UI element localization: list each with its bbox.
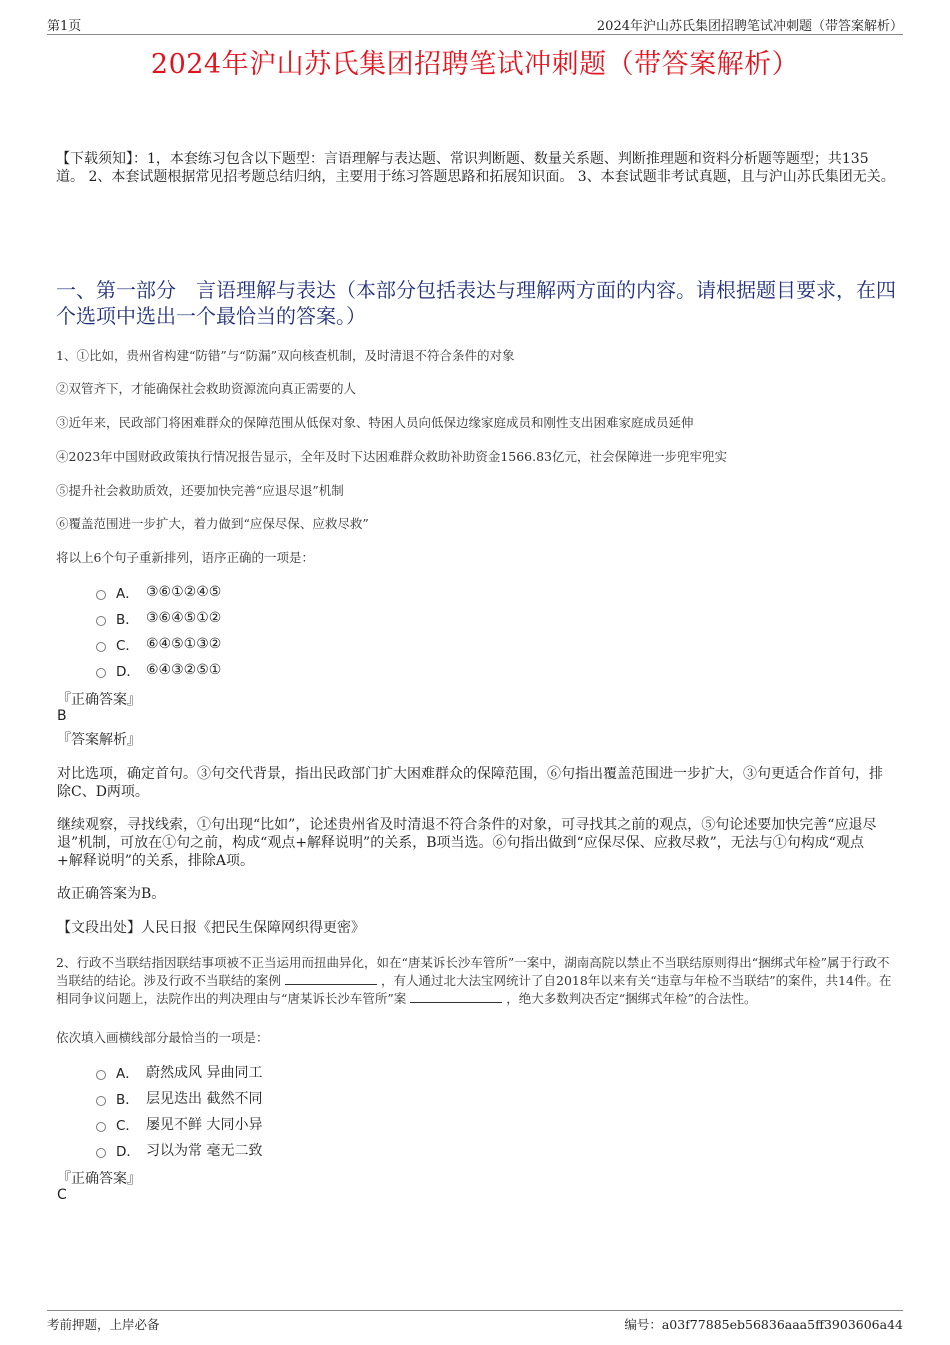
q1-line: ⑥覆盖范围进一步扩大，着力做到“应保尽保、应救尽救” <box>56 516 369 531</box>
q1-option-d[interactable] <box>96 657 221 683</box>
option-text: 习以为常 毫无二致 <box>146 1143 263 1159</box>
option-letter: C． <box>116 1118 139 1134</box>
q2-option-a[interactable] <box>96 1059 262 1085</box>
radio-icon[interactable] <box>96 642 106 652</box>
q1-option-b[interactable] <box>96 605 221 631</box>
radio-icon[interactable] <box>96 590 106 600</box>
page-header <box>47 14 903 35</box>
radio-icon[interactable] <box>96 668 106 678</box>
footer-slogan: 考前押题，上岸必备 <box>47 1317 160 1332</box>
q1-answer: B <box>57 708 67 724</box>
q1-source: 【文段出处】人民日报《把民生保障网织得更密》 <box>57 920 365 936</box>
option-letter: A． <box>116 1066 139 1082</box>
q2-option-c[interactable] <box>96 1111 262 1137</box>
radio-icon[interactable] <box>96 1122 106 1132</box>
q2-stem-part: ，绝大多数判决否定“捆绑式年检”的合法性。 <box>506 991 757 1006</box>
option-letter: C． <box>116 638 139 654</box>
q1-analysis-conclusion: 故正确答案为B。 <box>57 886 166 902</box>
q1-line: 1、①比如，贵州省构建“防错”与“防漏”双向核查机制，及时清退不符合条件的对象 <box>56 348 515 363</box>
section-heading: 一、第一部分 言语理解与表达（本部分包括表达与理解两方面的内容。请根据题目要求，在四个选项中选出一个最恰当的答案。） <box>56 278 896 328</box>
option-letter: D． <box>116 664 140 680</box>
blank-1[interactable] <box>285 972 377 985</box>
option-letter: A． <box>116 586 139 602</box>
q2-options <box>96 1059 262 1163</box>
page-number: 第1页 <box>47 19 82 34</box>
q2-correct-label: 『正确答案』 <box>57 1171 141 1187</box>
q1-correct-label: 『正确答案』 <box>57 692 141 708</box>
q1-line: ②双管齐下，才能确保社会救助资源流向真正需要的人 <box>56 381 357 396</box>
option-text: ③⑥④⑤①② <box>146 610 222 626</box>
q1-options <box>96 579 221 683</box>
q2-stem-part: ，有人通过北大法宝网统计了自2018年以来有关“违章与年检不当联结”的案件，共14件。在相同争议问题上，法院作出的判决理由与“唐某诉长沙车管所”案 <box>56 973 892 1006</box>
footer-doc-id: 编号：a03f77885eb56836aaa5ff3903606a44 <box>624 1317 903 1332</box>
q1-line: ③近年来，民政部门将困难群众的保障范围从低保对象、特困人员向低保边缘家庭成员和刚性支出困难家庭成员延伸 <box>56 415 694 430</box>
q1-option-a[interactable] <box>96 579 221 605</box>
page-title: 2024年沪山苏氏集团招聘笔试冲刺题（带答案解析） <box>150 49 800 80</box>
download-notice: 【下载须知】：1，本套练习包含以下题型：言语理解与表达题、常识判断题、数量关系题、判断推理题和资料分析题等题型；共135道。 2、本套试题根据常见招考题总结归纳，主要用于练习答题思路和拓展知识面。 3、本套试题非考试真题，且与沪山苏氏集团无关。 <box>56 151 895 185</box>
option-text: ⑥④⑤①③② <box>146 636 222 652</box>
option-letter: B． <box>116 1092 139 1108</box>
q1-analysis-para: 继续观察，寻找线索，①句出现“比如”，论述贵州省及时清退不符合条件的对象，可寻找其之前的观点，⑤句论述要加快完善“应退尽退”机制，可放在①句之前，构成“观点+解释说明”的关系，B项当选。⑥句指出做到“应保尽保、应救尽救”，无法与①句构成“观点+解释说明”的关系，排除A项。 <box>57 817 877 869</box>
q1-line: ④2023年中国财政政策执行情况报告显示，全年及时下达困难群众救助补助资金1566.83亿元，社会保障进一步兜牢兜实 <box>56 449 728 464</box>
q1-line: ⑤提升社会救助质效，还要加快完善“应退尽退”机制 <box>56 483 344 498</box>
q2-stem-part: 2、行政不当联结指因联结事项被不正当运用而扭曲异化，如在“唐某诉长沙车管所”一案中，湖南高院以禁止不当联结原则得出“捆绑式年检”属于行政不当联结的结论。涉及行政不当联结的案例 <box>56 955 890 988</box>
q1-analysis-para: 对比选项，确定首句。③句交代背景，指出民政部门扩大困难群众的保障范围，⑥句指出覆盖范围进一步扩大，③句更适合作首句，排除C、D两项。 <box>57 766 883 800</box>
option-letter: D． <box>116 1144 140 1160</box>
q2-option-b[interactable] <box>96 1085 262 1111</box>
q2-answer: C <box>57 1187 67 1203</box>
radio-icon[interactable] <box>96 1096 106 1106</box>
header-doc-title: 2024年沪山苏氏集团招聘笔试冲刺题（带答案解析） <box>596 19 903 34</box>
option-text: 蔚然成风 异曲同工 <box>146 1065 263 1081</box>
option-text: 屡见不鲜 大同小异 <box>146 1117 263 1133</box>
page-footer <box>47 1310 903 1331</box>
q1-analysis-label: 『答案解析』 <box>57 732 141 748</box>
option-text: ⑥④③②⑤① <box>146 662 222 678</box>
option-text: 层见迭出 截然不同 <box>146 1091 263 1107</box>
q2-option-d[interactable] <box>96 1137 262 1163</box>
q1-prompt: 将以上6个句子重新排列，语序正确的一项是： <box>56 550 314 565</box>
option-letter: B． <box>116 612 139 628</box>
option-text: ③⑥①②④⑤ <box>146 584 222 600</box>
q2-prompt: 依次填入画横线部分最恰当的一项是： <box>56 1030 269 1045</box>
radio-icon[interactable] <box>96 1070 106 1080</box>
q1-option-c[interactable] <box>96 631 221 657</box>
q2-stem <box>56 954 896 1008</box>
radio-icon[interactable] <box>96 616 106 626</box>
radio-icon[interactable] <box>96 1148 106 1158</box>
blank-2[interactable] <box>410 990 502 1003</box>
